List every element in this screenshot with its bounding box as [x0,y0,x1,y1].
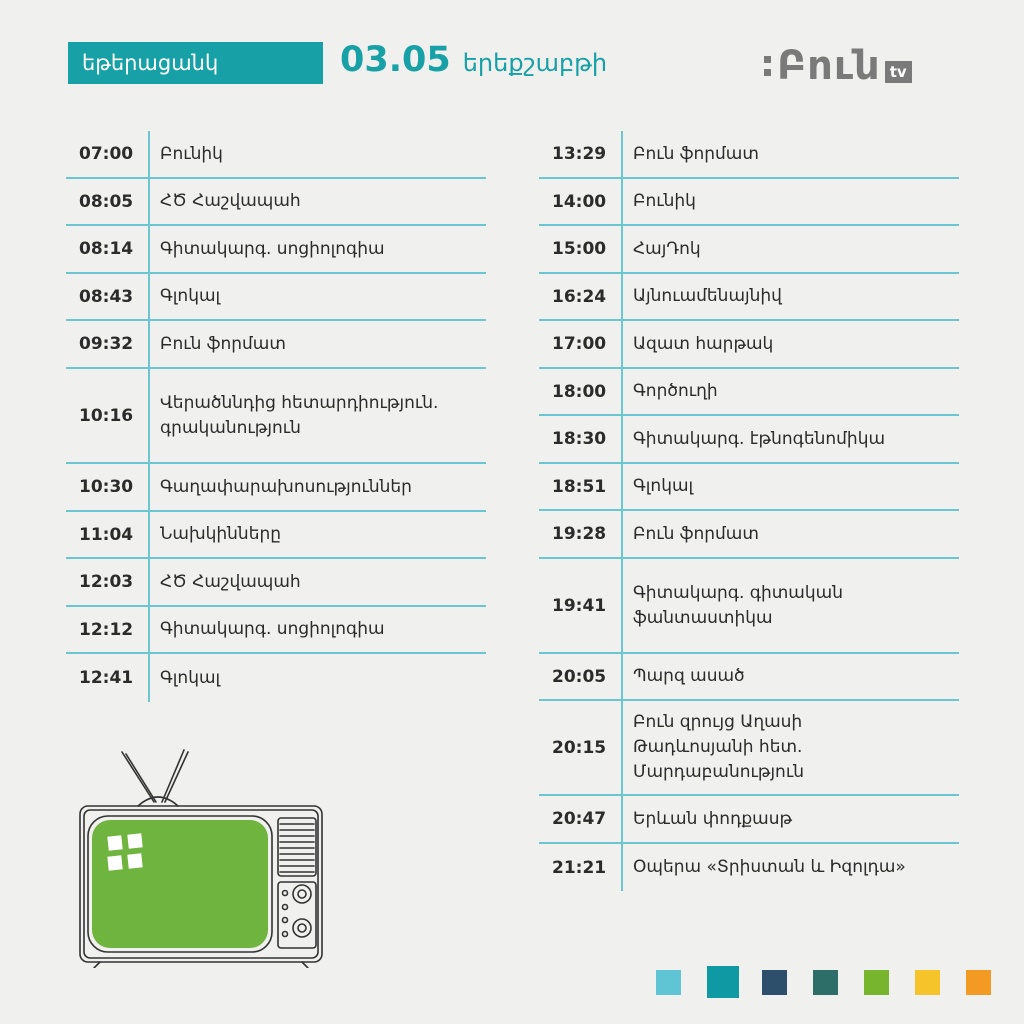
color-swatch [864,970,889,995]
schedule-time: 09:32 [79,334,134,354]
schedule-row [66,559,486,607]
schedule-time: 15:00 [552,239,607,259]
schedule-time: 16:24 [552,286,607,307]
schedule-title: Գիտակարգ. էթնոգենոմիկա [633,428,886,449]
schedule-left-column [66,131,486,702]
channel-logo [764,44,912,88]
schedule-title: Գիտակարգ. սոցիոլոգիա [160,238,385,259]
schedule-title: Բուն ֆորմատ [633,143,759,164]
schedule-row [539,511,959,559]
schedule-time: 14:00 [552,191,607,212]
schedule-row [66,321,486,369]
color-swatch [656,970,681,995]
schedule-title: Բուն ֆորմատ [633,523,759,544]
schedule-title: Նախկինները [160,524,282,544]
color-swatch [966,970,991,995]
header-date [340,40,607,86]
schedule-time: 18:30 [552,429,607,449]
schedule-title: Գործուղի [633,381,718,401]
schedule-row [539,701,959,796]
schedule-title: Վերածննդից հետարդիություն. գրականություն [160,392,439,438]
retro-tv-icon [74,748,326,968]
color-swatch [762,970,787,995]
color-swatches [656,966,1017,998]
schedule-time: 13:29 [552,144,607,164]
color-swatch [707,966,739,998]
schedule-time: 08:14 [79,239,134,259]
schedule-row [539,369,959,416]
header-tag-label: եթերացանկ [82,51,219,75]
color-swatch [813,970,838,995]
schedule-row [66,654,486,702]
schedule-time: 08:05 [79,191,134,212]
schedule-row [539,179,959,226]
schedule-title: Բուն զրույց Աղասի Թադևոսյանի հետ. Մարդաբանություն [633,712,804,782]
schedule-row [66,464,486,512]
schedule-title: Բունիկ [633,191,696,211]
schedule-time: 12:41 [79,668,134,688]
schedule-time: 20:47 [552,809,607,829]
schedule-title: Գլոկալ [633,476,694,496]
schedule-time: 18:00 [552,381,607,402]
schedule-time: 20:15 [552,737,607,758]
schedule-row [539,559,959,654]
schedule-time: 17:00 [552,334,607,354]
schedule-title: Ազատ հարթակ [633,333,774,354]
header-tag [68,42,323,84]
schedule-title: Օպերա «Տրիստան և Իզոլդա» [633,857,906,877]
schedule-title: Բուն ֆորմատ [160,333,286,354]
schedule-time: 18:51 [552,476,607,497]
schedule-time: 19:41 [552,595,607,616]
schedule-row [539,416,959,464]
schedule-title: Այնուամենայնիվ [633,286,782,306]
schedule-time: 11:04 [79,524,134,545]
schedule-row [66,512,486,559]
schedule-row [539,796,959,844]
schedule-row [66,369,486,464]
schedule-time: 12:03 [79,572,134,592]
schedule-title: Երևան փոդքասթ [633,808,793,829]
broadcast-date: 03.05 [340,40,451,80]
schedule-title: ՀայԴոկ [633,238,701,259]
logo-colon-icon [764,56,771,76]
schedule-row [66,226,486,274]
schedule-title: ՀԾ Հաշվապահ [160,571,301,592]
schedule-title: Պարզ ասած [633,666,745,686]
schedule-row [66,131,486,179]
schedule-row [539,226,959,274]
schedule-time: 08:43 [79,286,134,307]
schedule-title: Բունիկ [160,143,223,164]
schedule-row [539,321,959,369]
schedule-time: 10:16 [79,405,134,426]
schedule-row [66,274,486,321]
schedule-time: 12:12 [79,619,134,640]
schedule-row [539,274,959,321]
schedule-row [66,179,486,226]
schedule-row [539,131,959,179]
schedule-row [539,654,959,701]
logo-badge: tv [885,61,912,83]
logo-text: Բուն [777,43,881,89]
schedule-title: ՀԾ Հաշվապահ [160,191,301,211]
schedule-time: 21:21 [552,857,607,878]
broadcast-weekday: երեքշաբթի [462,49,608,77]
schedule-row [539,844,959,891]
schedule-time: 07:00 [79,144,134,164]
schedule-row [539,464,959,511]
schedule-title: Գլոկալ [160,667,221,688]
schedule-title: Գիտակարգ. սոցիոլոգիա [160,619,385,639]
schedule-time: 10:30 [79,477,134,497]
schedule-time: 20:05 [552,666,607,687]
schedule-row [66,607,486,654]
schedule-title: Գլոկալ [160,286,221,306]
schedule-title: Գաղափարախոսություններ [160,476,412,497]
schedule-title: Գիտակարգ. գիտական ֆանտաստիկա [633,582,843,628]
schedule-right-column [539,131,959,891]
color-swatch [915,970,940,995]
schedule-time: 19:28 [552,524,607,544]
